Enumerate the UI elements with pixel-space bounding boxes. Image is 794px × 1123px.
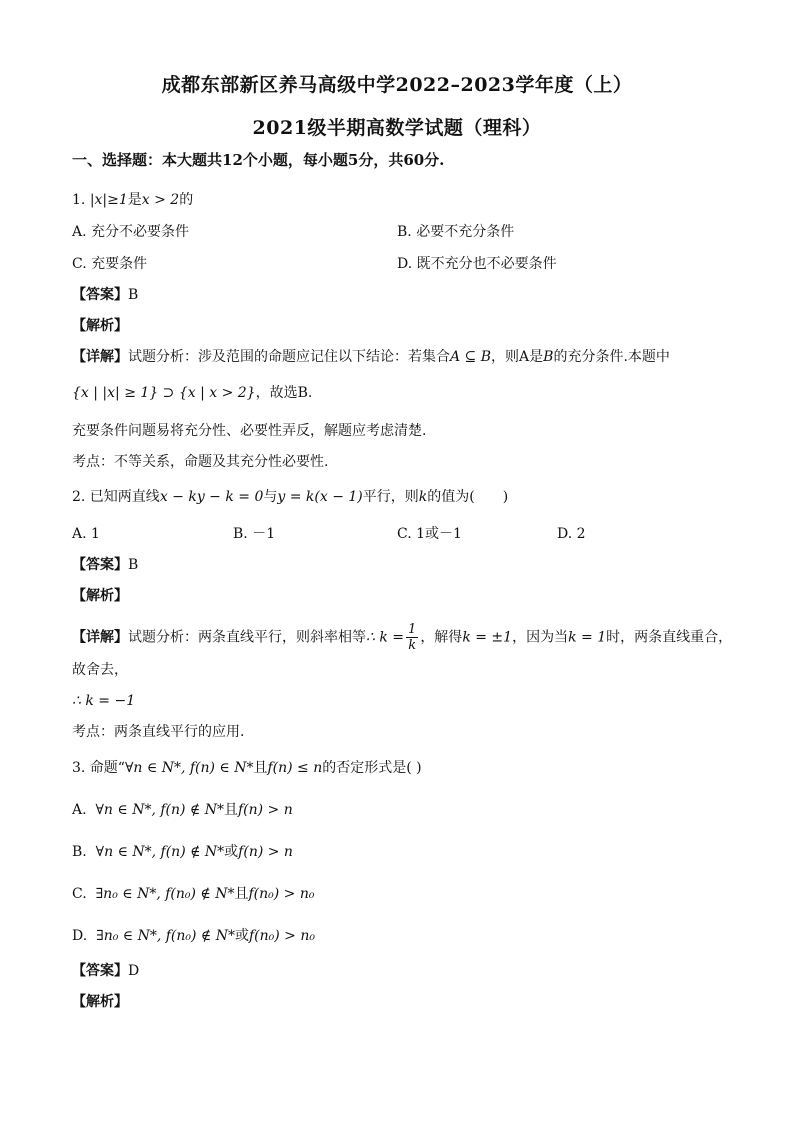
q3-option-d-math-1: ∃n₀ ∈ N*, f(n₀) ∉ N*	[96, 928, 235, 944]
q1-number: 1.	[72, 192, 86, 208]
q2-answer-tag: 【答案】	[72, 557, 128, 573]
q1-math-1: |x|≥1	[89, 192, 128, 208]
q2-text-b: 与	[263, 489, 278, 505]
q3-option-c-math-2: f(n₀) > n₀	[248, 886, 315, 902]
q2-answer-value: B	[128, 557, 139, 573]
q2-option-a: A. 1	[72, 526, 100, 542]
q1-analysis-tag: 【解析】	[72, 318, 128, 334]
q1-detail-text-c: 的充分条件.本题中	[553, 349, 670, 365]
q2-math-3: k	[418, 489, 428, 505]
q1-detail-line-3: 充要条件问题易将充分性、必要性弄反，解题应考虑清楚.	[72, 423, 427, 439]
q3-math-1: ∀n ∈ N*, f(n) ∈ N*	[124, 760, 254, 776]
q1-detail-line-1	[72, 347, 670, 367]
q3-option-c-math-1: ∃n₀ ∈ N*, f(n₀) ∉ N*	[95, 886, 235, 902]
q3-answer	[72, 961, 139, 981]
document-title: 成都东部新区养马高级中学2022–2023学年度（上）	[161, 74, 633, 96]
q3-option-d-label: D.	[72, 928, 88, 944]
q3-math-2: f(n) ≤ n	[267, 760, 323, 776]
q1-text-mid: 是	[127, 192, 142, 208]
q2-option-b: B. －1	[233, 526, 276, 542]
q3-option-b-math-2: f(n) > n	[238, 844, 293, 860]
q2-text-d: 的值为( )	[427, 489, 509, 505]
document-subtitle: 2021级半期高数学试题（理科）	[252, 117, 542, 139]
q2-detail-tag: 【详解】	[72, 629, 128, 646]
q3-option-c	[72, 884, 314, 904]
q1-option-c: C. 充要条件	[72, 256, 148, 272]
q3-analysis-tag: 【解析】	[72, 994, 128, 1010]
q2-detail-text-a: 试题分析：两条直线平行，则斜率相等	[128, 629, 366, 646]
q3-option-c-label: C.	[72, 886, 87, 902]
q3-option-b-label: B.	[72, 844, 87, 860]
q3-answer-value: D	[128, 963, 140, 979]
question-3-stem	[72, 758, 422, 778]
q1-option-a: A. 充分不必要条件	[72, 224, 190, 240]
q2-fraction-numerator: 1	[408, 622, 417, 637]
q3-option-d	[72, 926, 315, 946]
q3-answer-tag: 【答案】	[72, 963, 128, 979]
q3-option-d-math-2: f(n₀) > n₀	[248, 928, 315, 944]
q2-option-d: D. 2	[557, 526, 586, 542]
q2-option-c: C. 1或－1	[397, 526, 462, 542]
q1-detail-text-b: ，则A是	[491, 349, 544, 365]
q3-option-a	[72, 800, 293, 820]
section-heading: 一、选择题：本大题共12个小题，每小题5分，共60分.	[72, 151, 445, 169]
q2-text-c: 平行，则	[362, 489, 419, 505]
q1-math-2: x > 2	[141, 192, 180, 208]
q2-text-a: 2. 已知两直线	[72, 489, 160, 505]
q1-detail-line-2	[72, 383, 312, 403]
question-2-stem	[72, 487, 508, 507]
q1-detail2-math: {x | |x| ≥ 1} ⊃ {x | x > 2}	[72, 385, 256, 401]
q2-detail-text-b: ，解得	[420, 629, 463, 646]
q1-detail-math-2: B	[543, 349, 554, 365]
q2-detail-math-a: ∴ k =	[366, 629, 405, 646]
question-1-stem	[72, 190, 193, 210]
q1-answer-value: B	[128, 287, 139, 303]
q3-option-a-conj: 且	[223, 802, 238, 818]
q1-detail2-text: ，故选B.	[255, 385, 313, 401]
q3-text-a: 3. 命题“	[72, 760, 125, 776]
q1-detail-math: A ⊆ B	[450, 349, 492, 365]
q2-detail-math-b: k = ±1	[462, 629, 513, 646]
q2-analysis-tag: 【解析】	[72, 588, 128, 604]
q3-option-a-label: A.	[72, 802, 87, 818]
q2-fraction	[406, 622, 418, 653]
q1-text-suffix: 的	[179, 192, 194, 208]
q1-detail-text: 试题分析：涉及范围的命题应记住以下结论：若集合	[128, 349, 450, 365]
q2-detail-text-c: ，因为当	[512, 629, 569, 646]
q1-knowledge-point: 考点：不等关系，命题及其充分性必要性.	[72, 454, 329, 470]
q3-option-b-conj: 或	[224, 844, 239, 860]
q3-option-c-conj: 且	[234, 886, 249, 902]
q2-detail-line-2: 故舍去，	[72, 662, 128, 678]
q3-option-b-math-1: ∀n ∈ N*, f(n) ∉ N*	[95, 844, 225, 860]
q3-text-c: 的否定形式是( )	[322, 760, 422, 776]
q1-answer-tag: 【答案】	[72, 287, 128, 303]
q2-detail-line-3: ∴ k = −1	[72, 693, 136, 709]
q2-detail-text-d: 时，两条直线重合，	[606, 629, 733, 646]
q2-math-1: x − ky − k = 0	[159, 489, 264, 505]
q3-option-a-math-2: f(n) > n	[237, 802, 293, 818]
q2-math-2: y = k(x − 1)	[277, 489, 363, 505]
q2-answer	[72, 555, 138, 575]
q1-detail-tag: 【详解】	[72, 349, 128, 365]
q2-knowledge-point: 考点：两条直线平行的应用.	[72, 724, 245, 740]
q3-option-a-math-1: ∀n ∈ N*, f(n) ∉ N*	[95, 802, 224, 818]
q2-detail-math-c: k = 1	[568, 629, 607, 646]
q1-option-d: D. 既不充分也不必要条件	[397, 256, 557, 272]
q1-option-b: B. 必要不充分条件	[397, 224, 515, 240]
q3-option-d-conj: 或	[234, 928, 249, 944]
q3-text-b: 且	[253, 760, 268, 776]
q3-option-b	[72, 842, 293, 862]
q2-fraction-denominator: k	[408, 638, 417, 653]
q2-detail-line-1	[72, 622, 732, 653]
q1-answer	[72, 285, 138, 305]
